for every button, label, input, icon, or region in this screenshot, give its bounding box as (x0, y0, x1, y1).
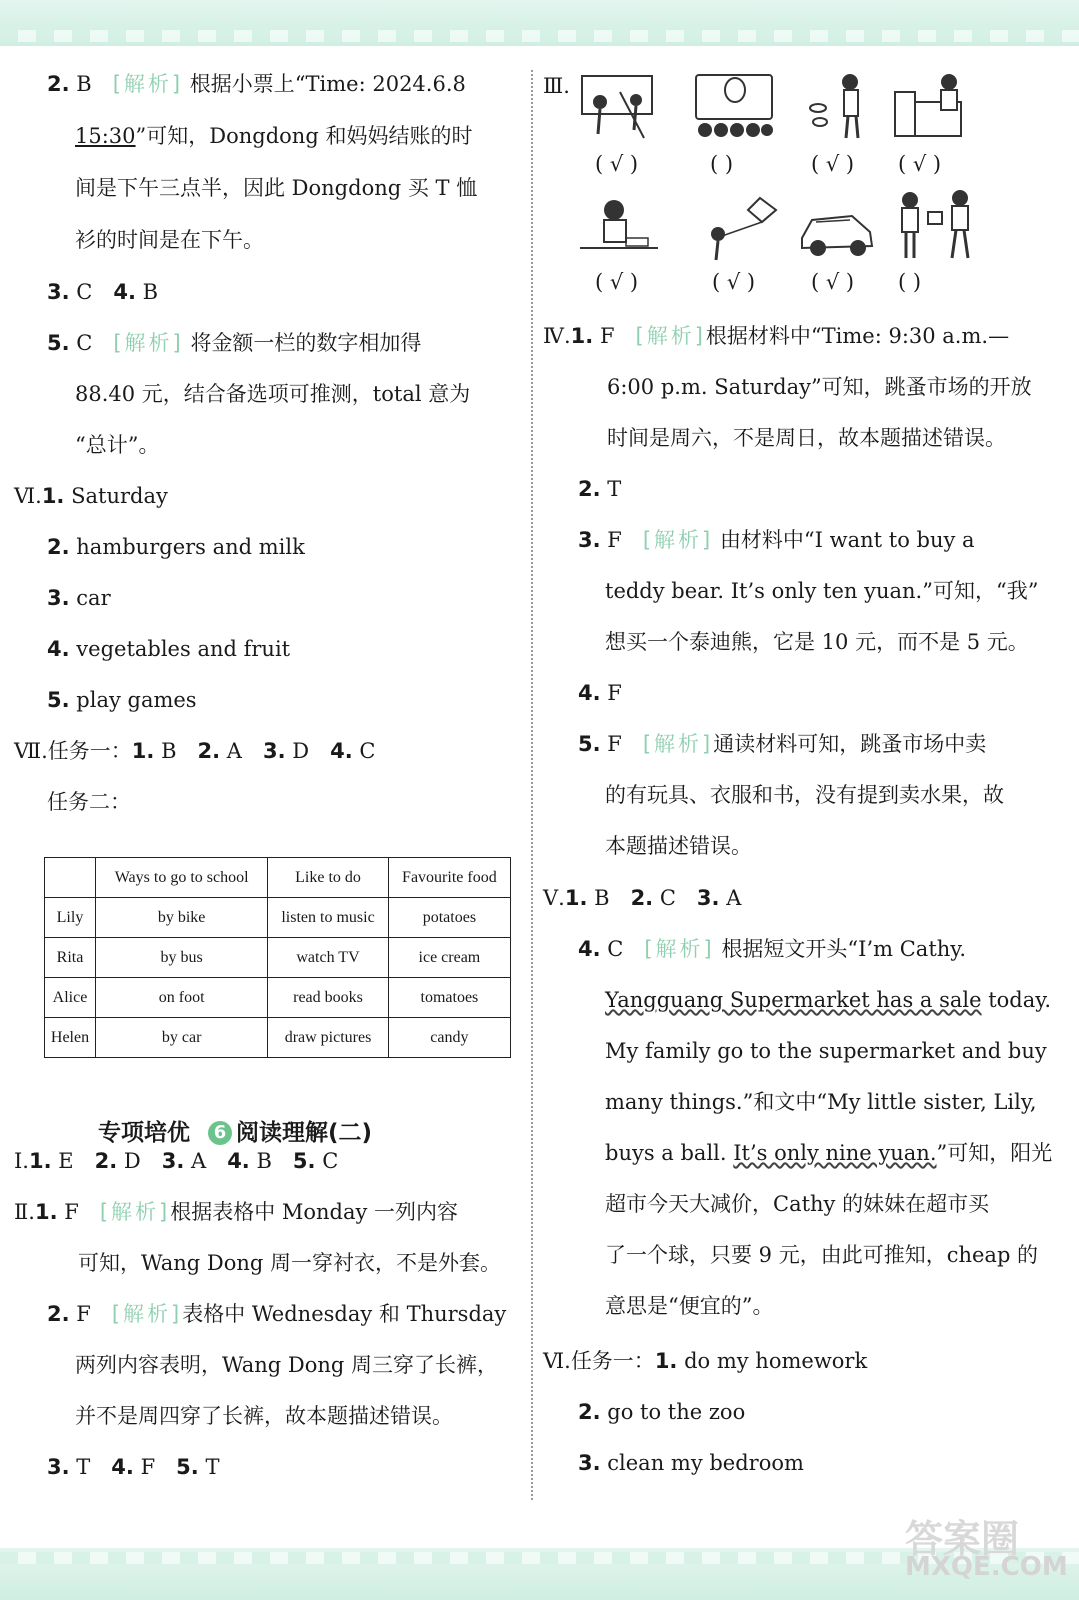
table-row (45, 938, 511, 978)
cleaning-room-picture (578, 72, 660, 144)
table-header-row (45, 858, 511, 898)
section6-item2: 2. hamburgers and milk (47, 535, 305, 559)
table-cell: tomatoes (388, 978, 510, 1018)
making-bed-picture (891, 72, 973, 144)
table-cell: candy (388, 1018, 510, 1058)
section5-answers: Ⅴ.1. B 2. C 3. A (543, 886, 742, 910)
section2-q2-line1: 2. F [解析]表格中 Wednesday 和 Thursday (47, 1302, 507, 1326)
section2-q345-answers: 3. T 4. F 5. T (47, 1455, 220, 1479)
table-cell: watch TV (268, 938, 389, 978)
section5-q4-line5: buys a ball. It’s only nine yuan.”可知，阳光 (605, 1141, 1053, 1165)
section5-q4-line6: 超市今天大减价，Cathy 的妹妹在超市买 (605, 1192, 990, 1216)
table-cell: Rita (45, 938, 96, 978)
q2-line3: 间是下午三点半，因此 Dongdong 买 T 恤 (75, 176, 478, 200)
setting-table-picture (806, 72, 888, 144)
section7-task2-label: 任务二： (47, 790, 131, 814)
section1-answers: Ⅰ.1. E 2. D 3. A 4. B 5. C (14, 1149, 339, 1173)
section6-item5: 5. play games (47, 688, 197, 712)
section2-q2-line3: 并不是周四穿了长裤，故本题描述错误。 (75, 1404, 453, 1428)
table-row (45, 898, 511, 938)
table-cell: potatoes (388, 898, 510, 938)
top-decorative-band (0, 0, 1079, 46)
check-answer: ( ) (898, 270, 922, 294)
table-cell: by car (96, 1018, 268, 1058)
section-number-badge: 6 (208, 1121, 232, 1145)
section6r-item3: 3. clean my bedroom (578, 1451, 804, 1475)
table-cell: ice cream (388, 938, 510, 978)
table-cell: Ways to go to school (96, 858, 268, 898)
section5-q4-line1: 4. C [解析] 根据短文开头“I’m Cathy. (578, 937, 967, 961)
section4-q2: 2. T (578, 477, 622, 501)
table-row (45, 978, 511, 1018)
section5-q4-line2: Yangguang Supermarket has a sale today. (605, 988, 1052, 1012)
watermark-logo: 答案圈 (905, 1517, 1020, 1561)
table-row (45, 1018, 511, 1058)
section6-item4: 4. vegetables and fruit (47, 637, 291, 661)
section4-q1-line3: 时间是周六，不是周日，故本题描述错误。 (607, 426, 1006, 450)
q5-line1: 5. C [解析] 将金额一栏的数字相加得 (47, 331, 422, 355)
table-cell: Like to do (268, 858, 389, 898)
check-answer: ( ) (710, 152, 734, 176)
table-cell: listen to music (268, 898, 389, 938)
table-cell: by bike (96, 898, 268, 938)
section2-q1-line1: Ⅱ.1. F [解析]根据表格中 Monday 一列内容 (14, 1200, 459, 1224)
section4-q4: 4. F (578, 681, 622, 705)
giving-gift-picture (894, 190, 976, 262)
section4-q3-line3: 想买一个泰迪熊，它是 10 元，而不是 5 元。 (605, 630, 1029, 654)
section5-q4-line4: many things.”和文中“My little sister, Lily, (605, 1090, 1037, 1114)
table-cell: Lily (45, 898, 96, 938)
section-heading: 专项培优 6 阅读理解(二) (98, 1120, 373, 1146)
section3-label: Ⅲ. (543, 74, 570, 98)
column-divider (531, 70, 533, 1500)
section2-q1-line2: 可知，Wang Dong 周一穿衬衣，不是外套。 (78, 1251, 502, 1275)
q2-line2: 15:30”可知，Dongdong 和妈妈结账的时 (75, 124, 473, 148)
section5-q4-line7: 了一个球，只要 9 元，由此可推知，cheap 的 (605, 1243, 1039, 1267)
check-answer: ( √ ) (712, 270, 756, 294)
table-cell: on foot (96, 978, 268, 1018)
section7-task1: Ⅶ.任务一：1. B 2. A 3. D 4. C (14, 739, 376, 763)
section5-q4-line3: My family go to the supermarket and buy (605, 1039, 1047, 1063)
table-cell: Alice (45, 978, 96, 1018)
table-cell: by bus (96, 938, 268, 978)
check-answer: ( √ ) (898, 152, 942, 176)
drawing-boy-picture (578, 196, 660, 268)
section4-q1-line2: 6:00 p.m. Saturday”可知，跳蚤市场的开放 (607, 375, 1032, 399)
section4-q3-line2: teddy bear. It’s only ten yuan.”可知，“我” (605, 579, 1039, 603)
car-picture (796, 196, 878, 268)
check-answer: ( √ ) (595, 270, 639, 294)
q5-line2: 88.40 元，结合备选项可推测，total 意为 (75, 382, 471, 406)
section4-q3-line1: 3. F [解析] 由材料中“I want to buy a (578, 528, 975, 552)
table-cell: draw pictures (268, 1018, 389, 1058)
q5-line3: “总计”。 (75, 433, 160, 457)
watermark-url: MXQE.COM (905, 1552, 1068, 1582)
section6-item3: 3. car (47, 586, 111, 610)
flying-kite-picture (700, 196, 782, 268)
check-answer: ( √ ) (811, 152, 855, 176)
answer-table (44, 857, 511, 1058)
section4-q5-line2: 的有玩具、衣服和书，没有提到卖水果，故 (605, 783, 1004, 807)
section6r-item2: 2. go to the zoo (578, 1400, 746, 1424)
balloon-show-picture (693, 72, 775, 144)
section6r-item1: Ⅵ.任务一：1. do my homework (543, 1349, 868, 1373)
section6-item1: Ⅵ.1. Saturday (14, 484, 168, 508)
q2-line4: 衫的时间是在下午。 (75, 228, 264, 252)
table-cell: Helen (45, 1018, 96, 1058)
table-cell (45, 858, 96, 898)
section4-q1-line1: Ⅳ.1. F [解析]根据材料中“Time: 9:30 a.m.— (543, 324, 1010, 348)
section4-q5-line3: 本题描述错误。 (605, 834, 752, 858)
section5-q4-line8: 意思是“便宜的”。 (605, 1294, 774, 1318)
section2-q2-line2: 两列内容表明，Wang Dong 周三穿了长裤， (75, 1353, 499, 1377)
q3-q4-answers: 3. C 4. B (47, 280, 159, 304)
table-cell: Favourite food (388, 858, 510, 898)
table-cell: read books (268, 978, 389, 1018)
check-answer: ( √ ) (811, 270, 855, 294)
section4-q5-line1: 5. F [解析]通读材料可知，跳蚤市场中卖 (578, 732, 987, 756)
q2-line1: 2. B [解析] 根据小票上“Time: 2024.6.8 (47, 72, 466, 96)
check-answer: ( √ ) (595, 152, 639, 176)
